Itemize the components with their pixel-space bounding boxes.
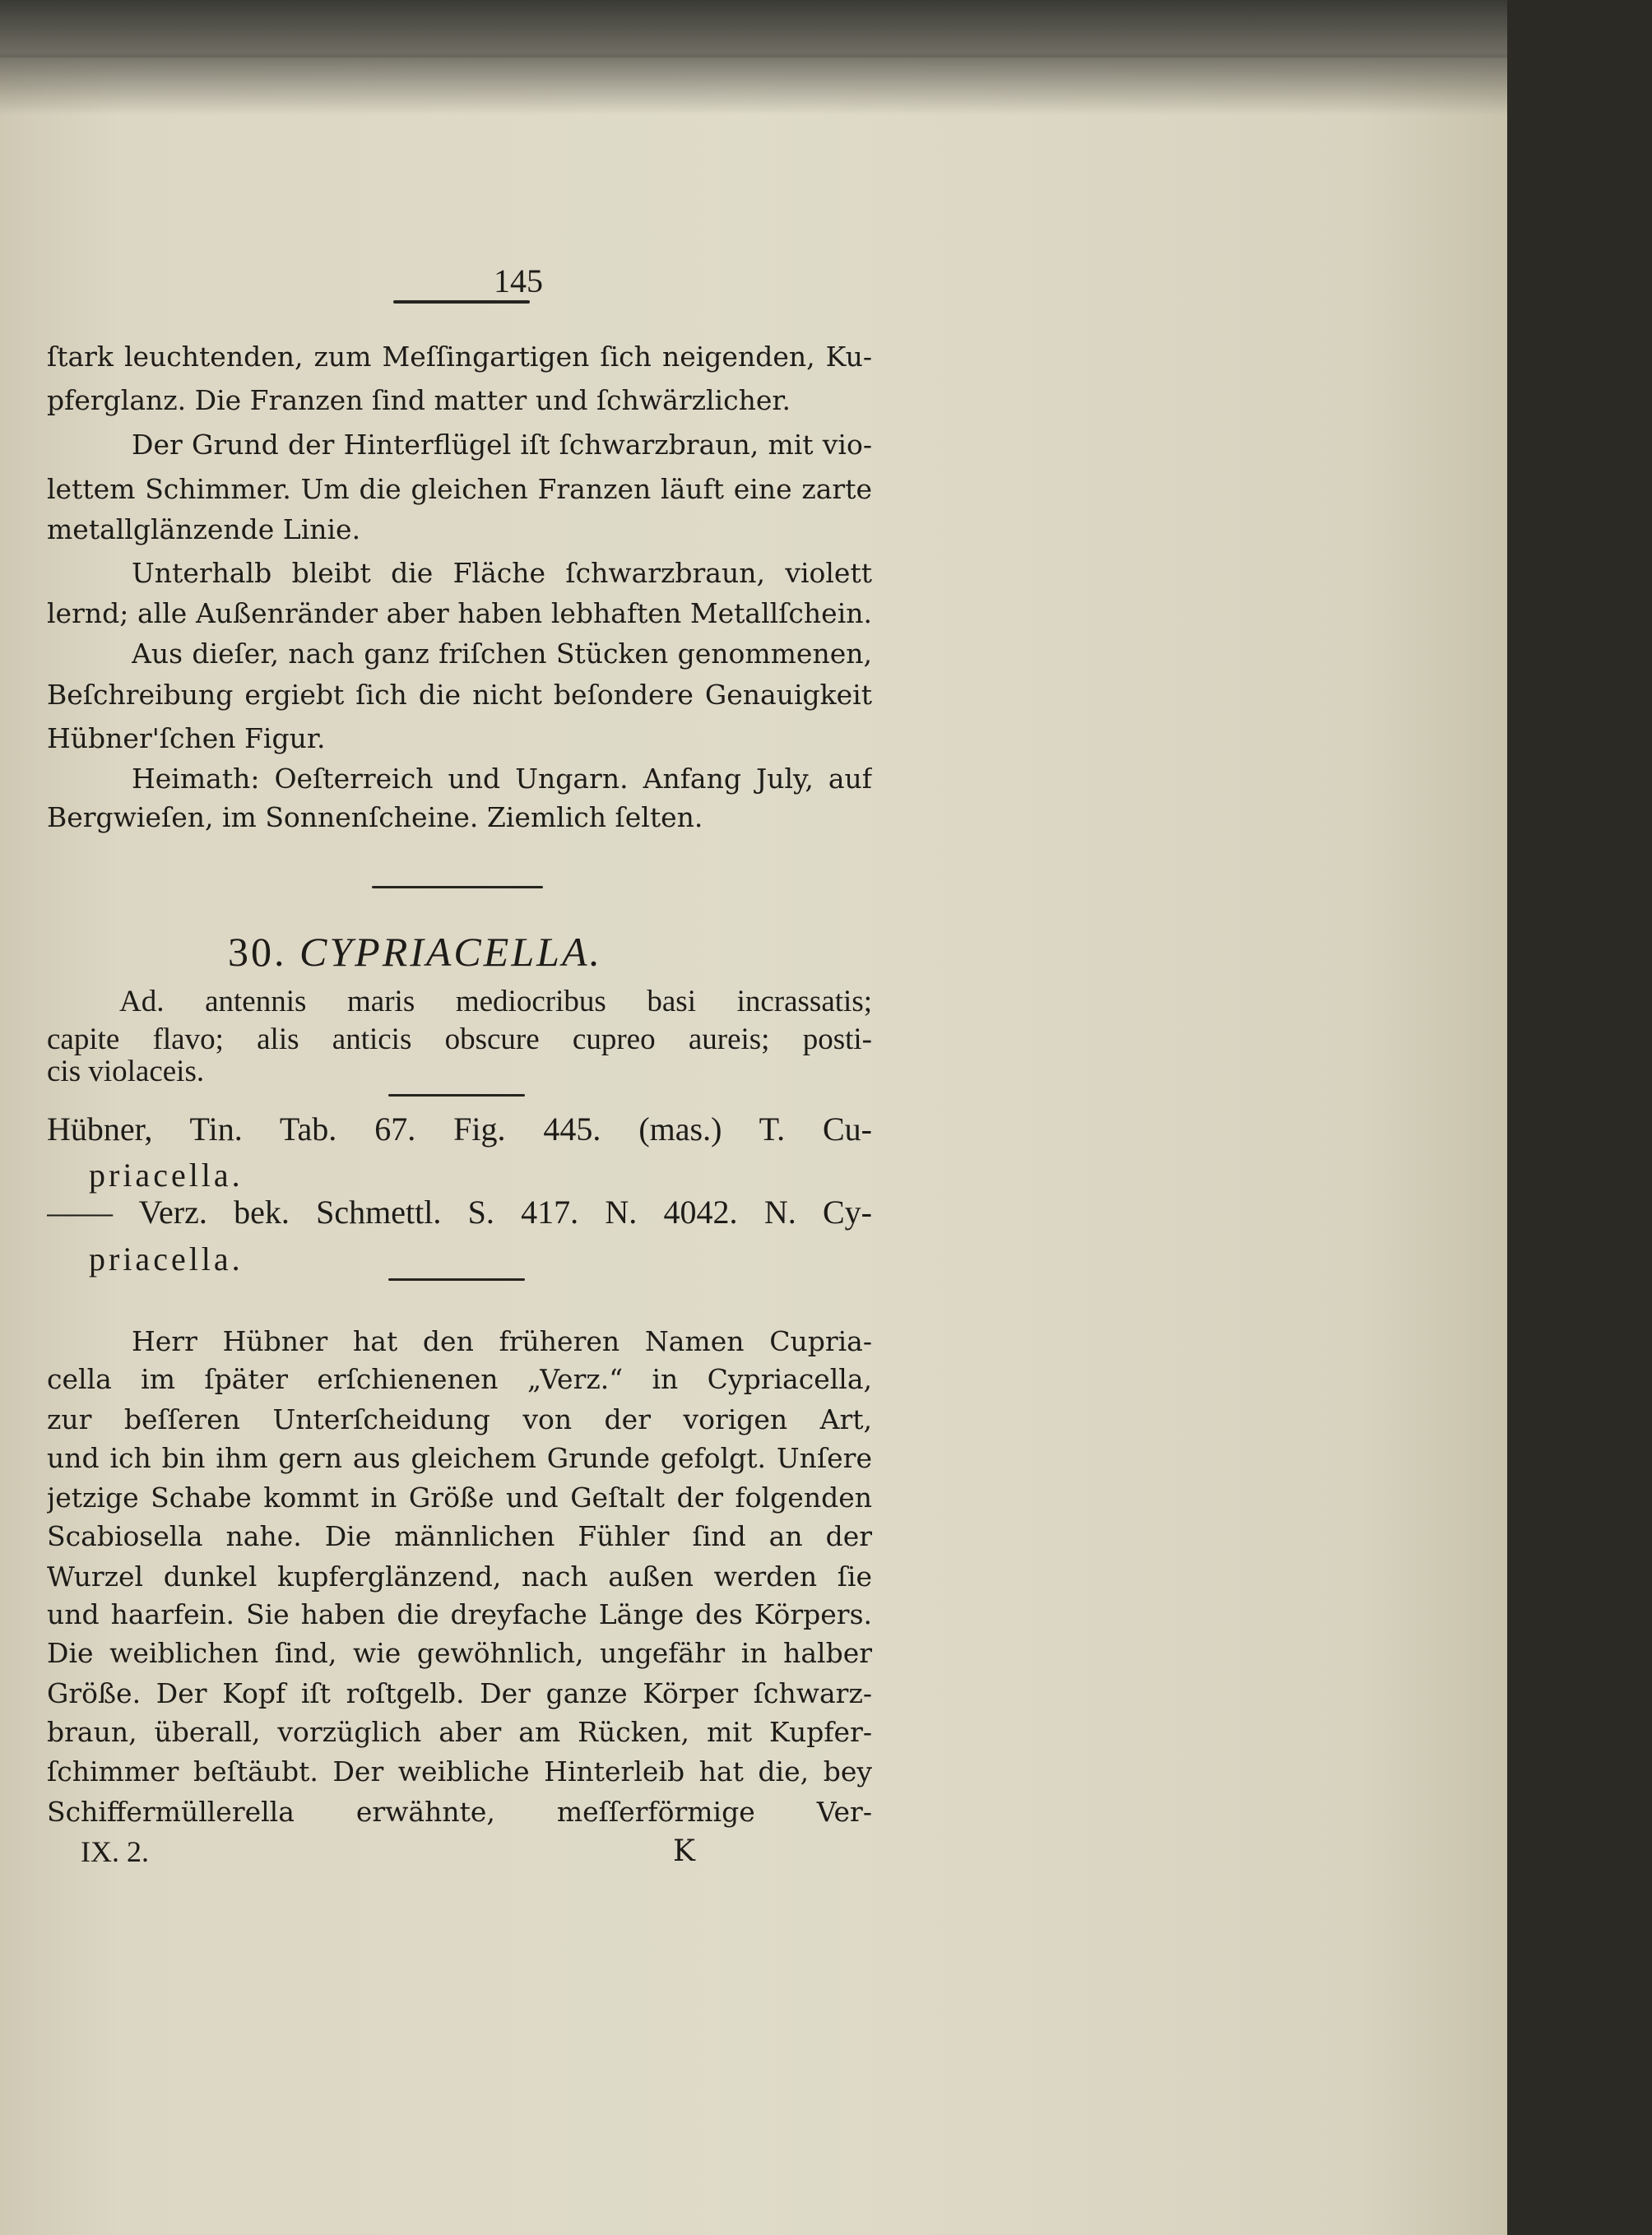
text-line: Die weiblichen ſind, wie gewöhnlich, ungefähr in halber bbox=[47, 1637, 872, 1669]
text-line: Beſchreibung ergiebt ſich die nicht beſondere Genauigkeit bbox=[47, 679, 872, 711]
divider bbox=[388, 1278, 525, 1281]
catchword: K bbox=[673, 1834, 695, 1868]
text-line: Unterhalb bleibt die Fläche ſchwarzbraun, violett bbox=[132, 557, 872, 589]
text-line: Scabiosella nahe. Die männlichen Fühler ſind an der bbox=[47, 1520, 872, 1552]
page-top-shadow bbox=[0, 0, 1507, 115]
text-line: und ich bin ihm gern aus gleichem Grunde gefolgt. Unſere bbox=[47, 1442, 872, 1474]
text-line: Heimath: Oeſterreich und Ungarn. Anfang July, auf bbox=[132, 763, 872, 795]
page-number: 145 bbox=[494, 262, 543, 299]
reference-line: priacella. bbox=[89, 1157, 244, 1194]
species-heading bbox=[228, 928, 602, 976]
signature-mark: IX. 2. bbox=[81, 1835, 149, 1868]
text-line: ſtark leuchtenden, zum Meſſingartigen ſich neigenden, Ku- bbox=[47, 341, 872, 373]
text-line: Herr Hübner hat den früheren Namen Cupria- bbox=[132, 1325, 872, 1357]
text-line: ſchimmer beſtäubt. Der weibliche Hinterleib hat die, bey bbox=[47, 1755, 872, 1788]
text-line: lettem Schimmer. Um die gleichen Franzen läuft eine zarte bbox=[47, 473, 872, 505]
reference-line: —— Verz. bek. Schmettl. S. 417. N. 4042. N. Cy- bbox=[47, 1194, 872, 1231]
text-line: lernd; alle Außenränder aber haben lebhaften Metallſchein. bbox=[47, 597, 872, 629]
text-line: Schiffermüllerella erwähnte, meſſerförmige Ver- bbox=[47, 1796, 872, 1828]
text-line: Hübner'ſchen Figur. bbox=[47, 722, 326, 754]
text-line: metallglänzende Linie. bbox=[47, 513, 361, 545]
section-divider bbox=[372, 886, 543, 888]
text-line: Größe. Der Kopf iſt roſtgelb. Der ganze Körper ſchwarz- bbox=[47, 1677, 872, 1709]
species-number: 30. bbox=[228, 929, 287, 975]
species-name: CYPRIACELLA. bbox=[299, 929, 602, 975]
reference-line: priacella. bbox=[89, 1240, 244, 1277]
divider bbox=[388, 1094, 525, 1097]
text-line: Bergwieſen, im Sonnenſcheine. Ziemlich ſelten. bbox=[47, 801, 703, 833]
header-rule bbox=[393, 300, 530, 304]
text-line: Der Grund der Hinterflügel iſt ſchwarzbraun, mit vio- bbox=[132, 429, 872, 461]
text-line: pferglanz. Die Franzen ſind matter und ſchwärzlicher. bbox=[47, 384, 791, 416]
latin-diagnosis-line: cis violaceis. bbox=[47, 1055, 205, 1088]
reference-line: Hübner, Tin. Tab. 67. Fig. 445. (mas.) T. Cu- bbox=[47, 1111, 872, 1148]
latin-diagnosis-line: Ad. antennis maris mediocribus basi incrassatis; bbox=[119, 985, 872, 1018]
text-line: Aus dieſer, nach ganz friſchen Stücken genommenen, bbox=[132, 638, 872, 670]
latin-diagnosis-line: capite flavo; alis anticis obscure cupreo aureis; posti- bbox=[47, 1022, 872, 1056]
text-line: cella im ſpäter erſchienenen „Verz.“ in Cypriacella, bbox=[47, 1363, 872, 1395]
text-line: braun, überall, vorzüglich aber am Rücken, mit Kupfer- bbox=[47, 1716, 872, 1748]
text-line: Wurzel dunkel kupferglänzend, nach außen werden ſie bbox=[47, 1560, 872, 1593]
text-line: zur beſſeren Unterſcheidung von der vorigen Art, bbox=[47, 1403, 872, 1435]
text-line: und haarfein. Sie haben die dreyfache Länge des Körpers. bbox=[47, 1598, 872, 1630]
text-line: jetzige Schabe kommt in Größe und Geſtalt der folgenden bbox=[47, 1481, 872, 1514]
